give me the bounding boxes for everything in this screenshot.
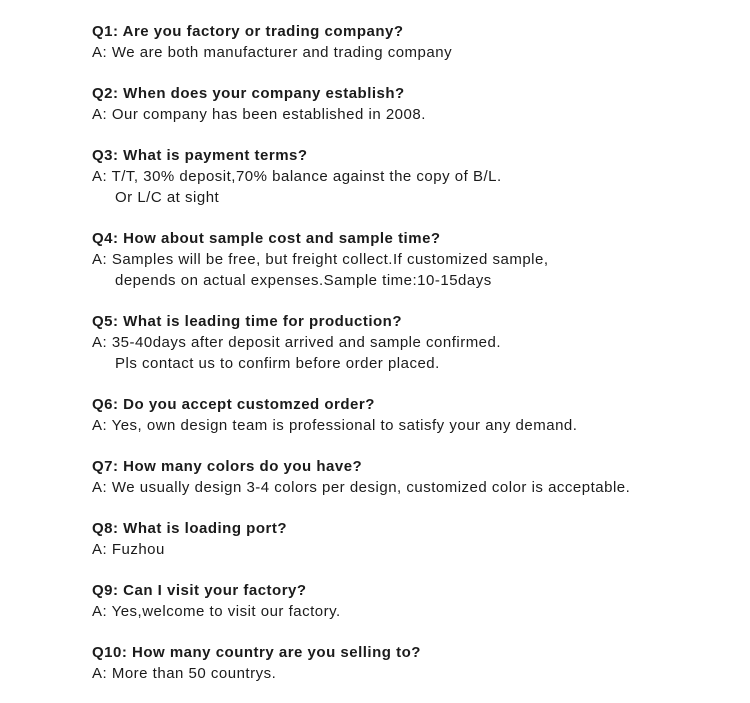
faq-question: Q1: Are you factory or trading company? [92,23,404,40]
faq-question: Q10: How many country are you selling to? [92,644,421,661]
faq-item [92,642,720,684]
faq-question: Q8: What is loading port? [92,520,287,537]
faq-item [92,83,720,125]
faq-item [92,21,720,63]
faq-question: Q5: What is leading time for production? [92,313,403,330]
faq-answer-line: A: Yes,welcome to visit our factory. [92,603,341,620]
faq-item [92,456,720,498]
faq-question: Q7: How many colors do you have? [92,458,363,475]
faq-item [92,311,720,374]
faq-answer-line: A: Our company has been established in 2008. [92,106,426,123]
faq-question: Q6: Do you accept customzed order? [92,396,375,413]
faq-question: Q4: How about sample cost and sample time? [92,230,441,247]
faq-item [92,145,720,208]
faq-item [92,518,720,560]
faq-question: Q9: Can I visit your factory? [92,582,307,599]
faq-item [92,228,720,291]
faq-item [92,580,720,622]
faq-question: Q2: When does your company establish? [92,85,405,102]
faq-answer-line: A: T/T, 30% deposit,70% balance against the copy of B/L. [92,168,502,185]
faq-answer-line: A: Fuzhou [92,541,165,558]
faq-answer-line: A: More than 50 countrys. [92,665,277,682]
faq-answer-line: A: We are both manufacturer and trading company [92,44,453,61]
faq-answer-line: Pls contact us to confirm before order placed. [115,355,440,372]
faq-answer-line: A: 35-40days after deposit arrived and sample confirmed. [92,334,502,351]
faq-answer-line: A: Samples will be free, but freight collect.If customized sample, [92,251,549,268]
faq-item [92,394,720,436]
faq-answer-line: depends on actual expenses.Sample time:10-15days [115,272,492,289]
faq-answer-line: A: Yes, own design team is professional to satisfy your any demand. [92,417,578,434]
faq-answer-line: A: We usually design 3-4 colors per design, customized color is acceptable. [92,479,631,496]
faq-answer-line: Or L/C at sight [115,189,220,206]
faq-question: Q3: What is payment terms? [92,147,308,164]
